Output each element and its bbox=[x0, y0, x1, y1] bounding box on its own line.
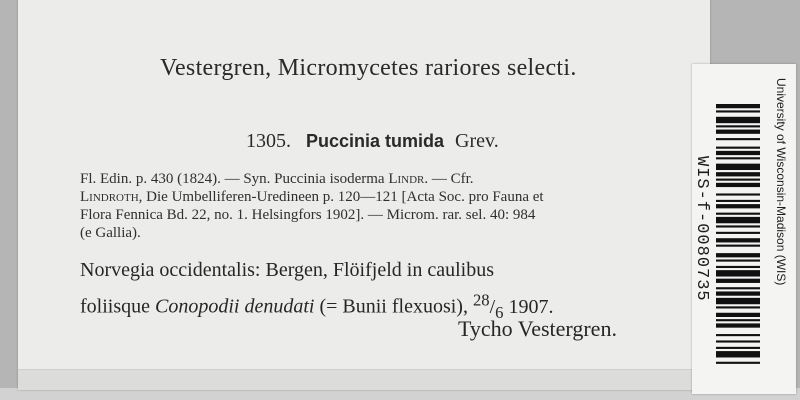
barcode-bar bbox=[716, 298, 760, 304]
locality-text: foliisque bbox=[80, 295, 150, 318]
exsiccata-number: 1305. bbox=[246, 130, 291, 152]
date-year: 1907. bbox=[508, 295, 554, 318]
exsiccata-title: Vestergren, Micromycetes rariores selecti. bbox=[160, 55, 577, 81]
barcode-bar bbox=[716, 238, 760, 242]
species-heading bbox=[246, 130, 499, 153]
references-block bbox=[80, 170, 688, 242]
collector-name: Tycho Vestergren. bbox=[458, 316, 617, 341]
reference-line-2 bbox=[80, 188, 688, 206]
barcode-bar bbox=[716, 347, 760, 349]
barcode-bar bbox=[716, 319, 760, 321]
barcode-bar bbox=[716, 164, 760, 170]
species-author: Grev. bbox=[455, 130, 499, 152]
barcode-bar bbox=[716, 110, 760, 112]
species-name: Puccinia tumida bbox=[306, 131, 445, 151]
barcode-bar bbox=[716, 104, 760, 108]
barcode-bar bbox=[716, 245, 760, 247]
barcode bbox=[716, 104, 760, 366]
barcode-bar bbox=[716, 138, 760, 140]
barcode-bar bbox=[716, 291, 760, 295]
barcode-graphic bbox=[716, 104, 760, 366]
barcode-bar bbox=[716, 157, 760, 159]
label-lower-edge bbox=[18, 369, 710, 390]
barcode-bar bbox=[716, 172, 760, 176]
barcode-bar bbox=[716, 204, 760, 208]
barcode-number: WIS-f-0080735 bbox=[692, 156, 711, 302]
barcode-bar bbox=[716, 253, 760, 257]
barcode-bar bbox=[716, 313, 760, 317]
barcode-bar bbox=[716, 147, 760, 149]
barcode-bar bbox=[716, 287, 760, 289]
reference-line-4: (e Gallia). bbox=[80, 225, 141, 241]
date-month: 6 bbox=[495, 302, 504, 322]
barcode-bar bbox=[716, 225, 760, 227]
locality-text: (= Bunii flexuosi), bbox=[319, 295, 468, 318]
reference-text: Fl. Edin. p. 430 (1824). — Syn. Puccinia isoderma bbox=[80, 171, 385, 187]
barcode-bar bbox=[716, 179, 760, 181]
barcode-bar bbox=[716, 340, 760, 342]
barcode-bar bbox=[716, 279, 760, 283]
barcode-bar bbox=[716, 200, 760, 202]
host-plant-name: Conopodii denudati bbox=[155, 295, 315, 318]
barcode-bar bbox=[716, 151, 760, 155]
barcode-bar bbox=[716, 334, 760, 336]
barcode-bar bbox=[716, 266, 760, 268]
reference-line-3: Flora Fennica Bd. 22, no. 1. Helsingfors 1902]. — Microm. rar. sel. 40: 984 bbox=[80, 207, 536, 223]
barcode-bar bbox=[716, 323, 760, 327]
reference-text: — Cfr. bbox=[431, 171, 474, 187]
barcode-bar bbox=[716, 260, 760, 262]
barcode-bar bbox=[716, 270, 760, 276]
reference-text: Die Umbelliferen-Uredineen p. 120—121 [Acta Soc. pro Fauna et bbox=[146, 189, 544, 205]
barcode-bar bbox=[716, 362, 760, 364]
barcode-bar bbox=[716, 217, 760, 223]
barcode-bar bbox=[716, 130, 760, 134]
barcode-bar bbox=[716, 351, 760, 357]
barcode-bar bbox=[716, 306, 760, 308]
reference-author: Lindr. bbox=[388, 171, 429, 187]
barcode-bar bbox=[716, 232, 760, 234]
barcode-bar bbox=[716, 213, 760, 215]
barcode-bar bbox=[716, 125, 760, 127]
locality-line-1: Norvegia occidentalis: Bergen, Flöifjeld in caulibus bbox=[80, 259, 494, 281]
barcode-bar bbox=[716, 183, 760, 187]
collection-date: $^{28}/_6$ 1907. bbox=[472, 290, 554, 322]
barcode-bar bbox=[716, 193, 760, 195]
date-day: 28 bbox=[472, 290, 490, 309]
reference-author: Lindroth, bbox=[80, 189, 143, 205]
barcode-bar bbox=[716, 117, 760, 123]
reference-line-1 bbox=[80, 170, 688, 188]
institution-name: University of Wisconsin-Madison (WIS) bbox=[774, 78, 788, 286]
